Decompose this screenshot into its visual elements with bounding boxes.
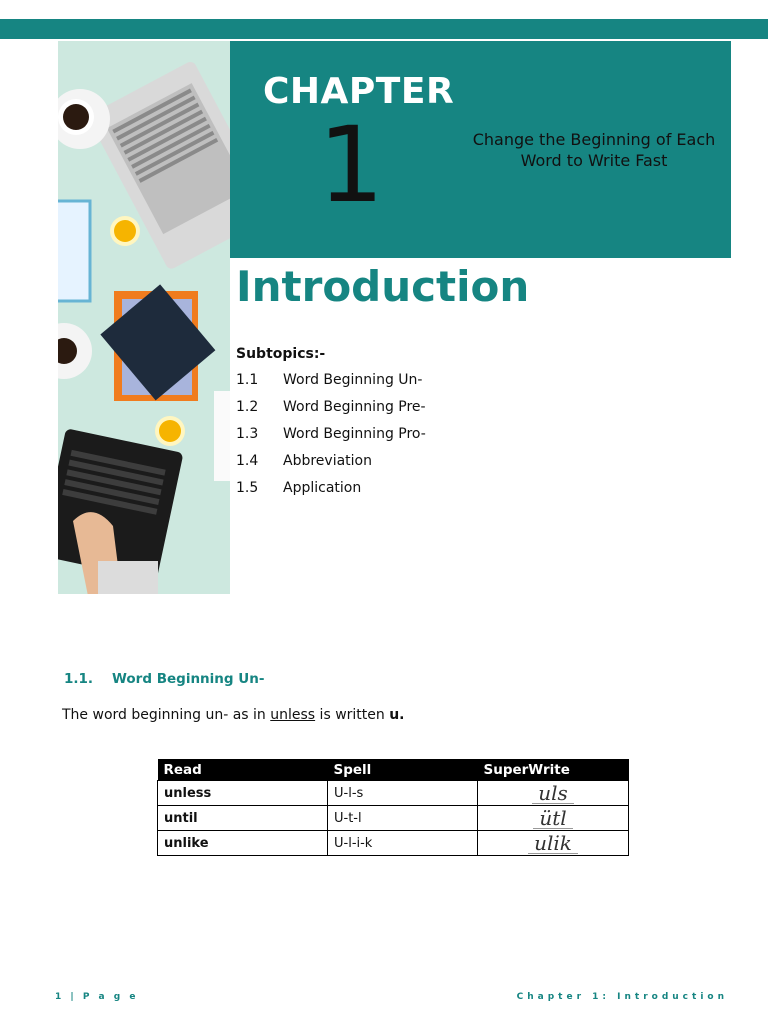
list-item (236, 480, 426, 507)
cell-read: unlike (158, 831, 328, 856)
handwritten-glyph: uls (532, 784, 574, 804)
chapter-number: 1 (318, 104, 385, 226)
section-number: 1.1. (64, 671, 94, 687)
subtopic-number: 1.4 (236, 453, 259, 469)
column-header: SuperWrite (478, 759, 629, 781)
cell-spell: U-t-l (328, 806, 478, 831)
cell-spell: U-l-i-k (328, 831, 478, 856)
page-title: Introduction (236, 262, 530, 311)
table-row (158, 831, 629, 856)
section-title: Word Beginning Un- (112, 671, 265, 687)
subtopic-label: Word Beginning Un- (283, 372, 423, 388)
word-table (157, 759, 629, 856)
subtopic-number: 1.2 (236, 399, 259, 415)
paragraph-text: The word beginning un- as in (62, 707, 271, 723)
section-paragraph (62, 707, 405, 723)
handwritten-glyph: ütl (533, 809, 572, 829)
list-item (236, 426, 426, 453)
footer-page-number: 1 | P a g e (55, 992, 139, 1002)
subtopic-number: 1.5 (236, 480, 259, 496)
cell-superwrite (478, 806, 629, 831)
cell-read: until (158, 806, 328, 831)
chapter-subtitle: Change the Beginning of Each Word to Write Fast (472, 130, 716, 170)
section-heading (64, 671, 264, 687)
chapter-label: CHAPTER (263, 71, 455, 112)
subtopic-label: Word Beginning Pro- (283, 426, 426, 442)
desk-photo (58, 41, 230, 594)
table-header-row (158, 759, 629, 781)
handwritten-glyph: ulik (528, 834, 578, 854)
column-header: Read (158, 759, 328, 781)
cell-superwrite (478, 831, 629, 856)
top-accent-bar (0, 19, 768, 39)
list-item (236, 372, 426, 399)
list-item (236, 399, 426, 426)
bold-letter: u. (389, 707, 405, 723)
underlined-word: unless (270, 707, 316, 723)
subtopic-label: Word Beginning Pre- (283, 399, 426, 415)
footer-chapter-title: Chapter 1: Introduction (516, 992, 728, 1002)
table-row (158, 806, 629, 831)
table-row (158, 781, 629, 806)
cell-spell: U-l-s (328, 781, 478, 806)
column-header: Spell (328, 759, 478, 781)
subtopics-list (236, 372, 426, 507)
subtopic-number: 1.3 (236, 426, 259, 442)
paragraph-text: is written (315, 707, 390, 723)
list-item (236, 453, 426, 480)
cell-superwrite (478, 781, 629, 806)
subtopic-label: Application (283, 480, 362, 496)
subtopic-number: 1.1 (236, 372, 259, 388)
chapter-banner (230, 41, 731, 258)
subtopic-label: Abbreviation (283, 453, 372, 469)
subtopics-heading: Subtopics:- (236, 346, 326, 362)
cell-read: unless (158, 781, 328, 806)
